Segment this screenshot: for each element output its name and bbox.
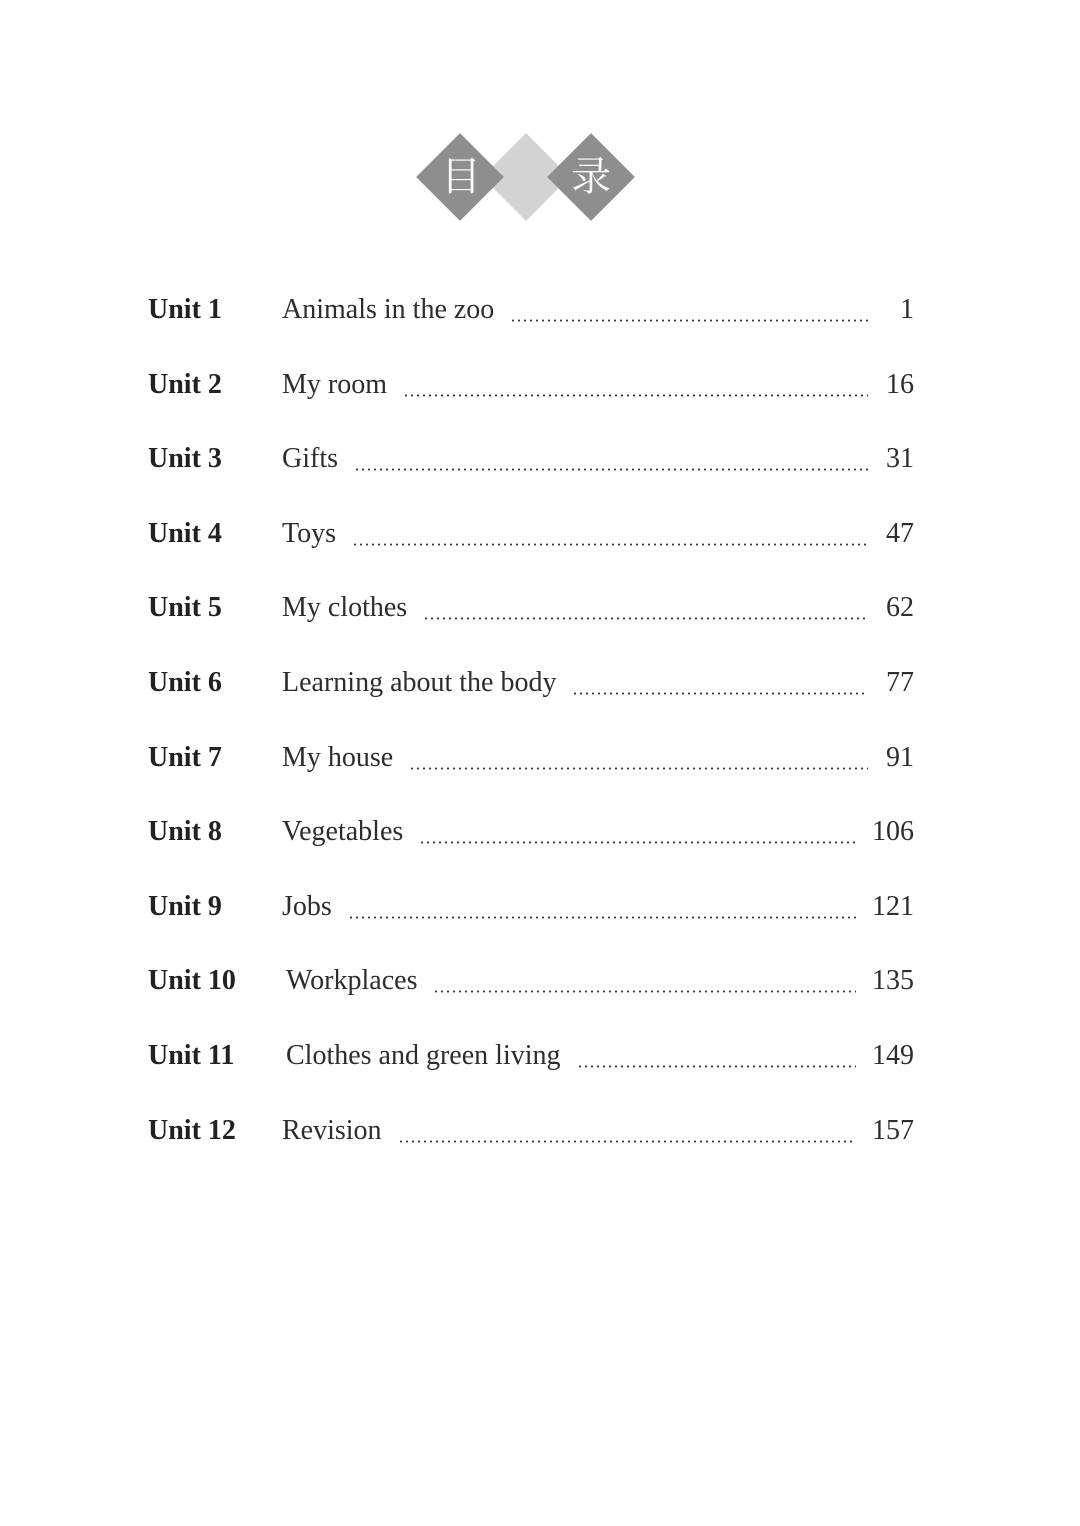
toc-entry-unit-5[interactable]	[148, 584, 914, 659]
toc-entry-unit-6[interactable]	[148, 659, 914, 734]
table-of-contents	[148, 286, 914, 1181]
page-number: 121	[872, 890, 914, 922]
heading-char-right: 录	[571, 154, 611, 200]
page-number: 47	[886, 517, 914, 549]
toc-entry-unit-1[interactable]	[148, 286, 914, 361]
page-number: 16	[886, 368, 914, 400]
unit-label: Unit 12	[148, 1114, 236, 1146]
toc-heading	[416, 132, 636, 222]
page-number: 149	[872, 1039, 914, 1071]
page-number: 91	[886, 741, 914, 773]
unit-title: Gifts	[282, 443, 338, 475]
unit-label: Unit 9	[148, 890, 222, 922]
unit-title: Jobs	[282, 890, 332, 922]
unit-title: Animals in the zoo	[282, 294, 495, 325]
dot-leader	[419, 808, 856, 856]
dot-leader	[433, 957, 856, 1005]
unit-title: Revision	[282, 1114, 382, 1146]
unit-label: Unit 6	[148, 666, 222, 698]
unit-title: Clothes and green living	[286, 1039, 561, 1071]
toc-entry-unit-12[interactable]	[148, 1107, 914, 1182]
toc-entry-unit-4[interactable]	[148, 510, 914, 585]
dot-leader	[403, 361, 868, 409]
dot-leader	[572, 659, 868, 707]
page-number: 31	[886, 443, 914, 475]
page-number: 106	[872, 816, 914, 848]
dot-leader	[409, 734, 868, 782]
dot-leader	[398, 1107, 856, 1155]
unit-label: Unit 7	[148, 741, 222, 773]
toc-entry-unit-8[interactable]	[148, 808, 914, 883]
dot-leader	[348, 883, 856, 931]
dot-leader	[354, 435, 868, 483]
unit-label: Unit 10	[148, 965, 236, 997]
unit-title: My room	[282, 368, 387, 400]
page-number: 1	[900, 294, 914, 325]
toc-entry-unit-2[interactable]	[148, 361, 914, 436]
page-number: 77	[886, 666, 914, 698]
unit-label: Unit 2	[148, 368, 222, 400]
dot-leader	[510, 286, 868, 334]
toc-entry-unit-10[interactable]	[148, 957, 914, 1032]
page-number: 62	[886, 592, 914, 624]
dot-leader	[577, 1032, 856, 1080]
toc-entry-unit-3[interactable]	[148, 435, 914, 510]
page-number: 157	[872, 1114, 914, 1146]
unit-title: My clothes	[282, 592, 408, 624]
unit-title: My house	[282, 741, 394, 773]
page-number: 135	[872, 965, 914, 997]
unit-label: Unit 4	[148, 517, 222, 549]
unit-label: Unit 11	[148, 1039, 235, 1071]
dot-leader	[423, 584, 868, 632]
unit-label: Unit 8	[148, 816, 222, 848]
toc-entry-unit-7[interactable]	[148, 734, 914, 809]
unit-title: Toys	[282, 517, 337, 549]
unit-title: Learning about the body	[282, 666, 557, 698]
unit-label: Unit 1	[148, 294, 222, 325]
unit-label: Unit 3	[148, 443, 222, 475]
unit-title: Vegetables	[282, 816, 404, 848]
dot-leader	[352, 510, 868, 558]
unit-title: Workplaces	[286, 965, 418, 997]
toc-entry-unit-9[interactable]	[148, 883, 914, 958]
unit-label: Unit 5	[148, 592, 222, 624]
heading-char-left: 目	[441, 154, 481, 200]
toc-entry-unit-11[interactable]	[148, 1032, 914, 1107]
